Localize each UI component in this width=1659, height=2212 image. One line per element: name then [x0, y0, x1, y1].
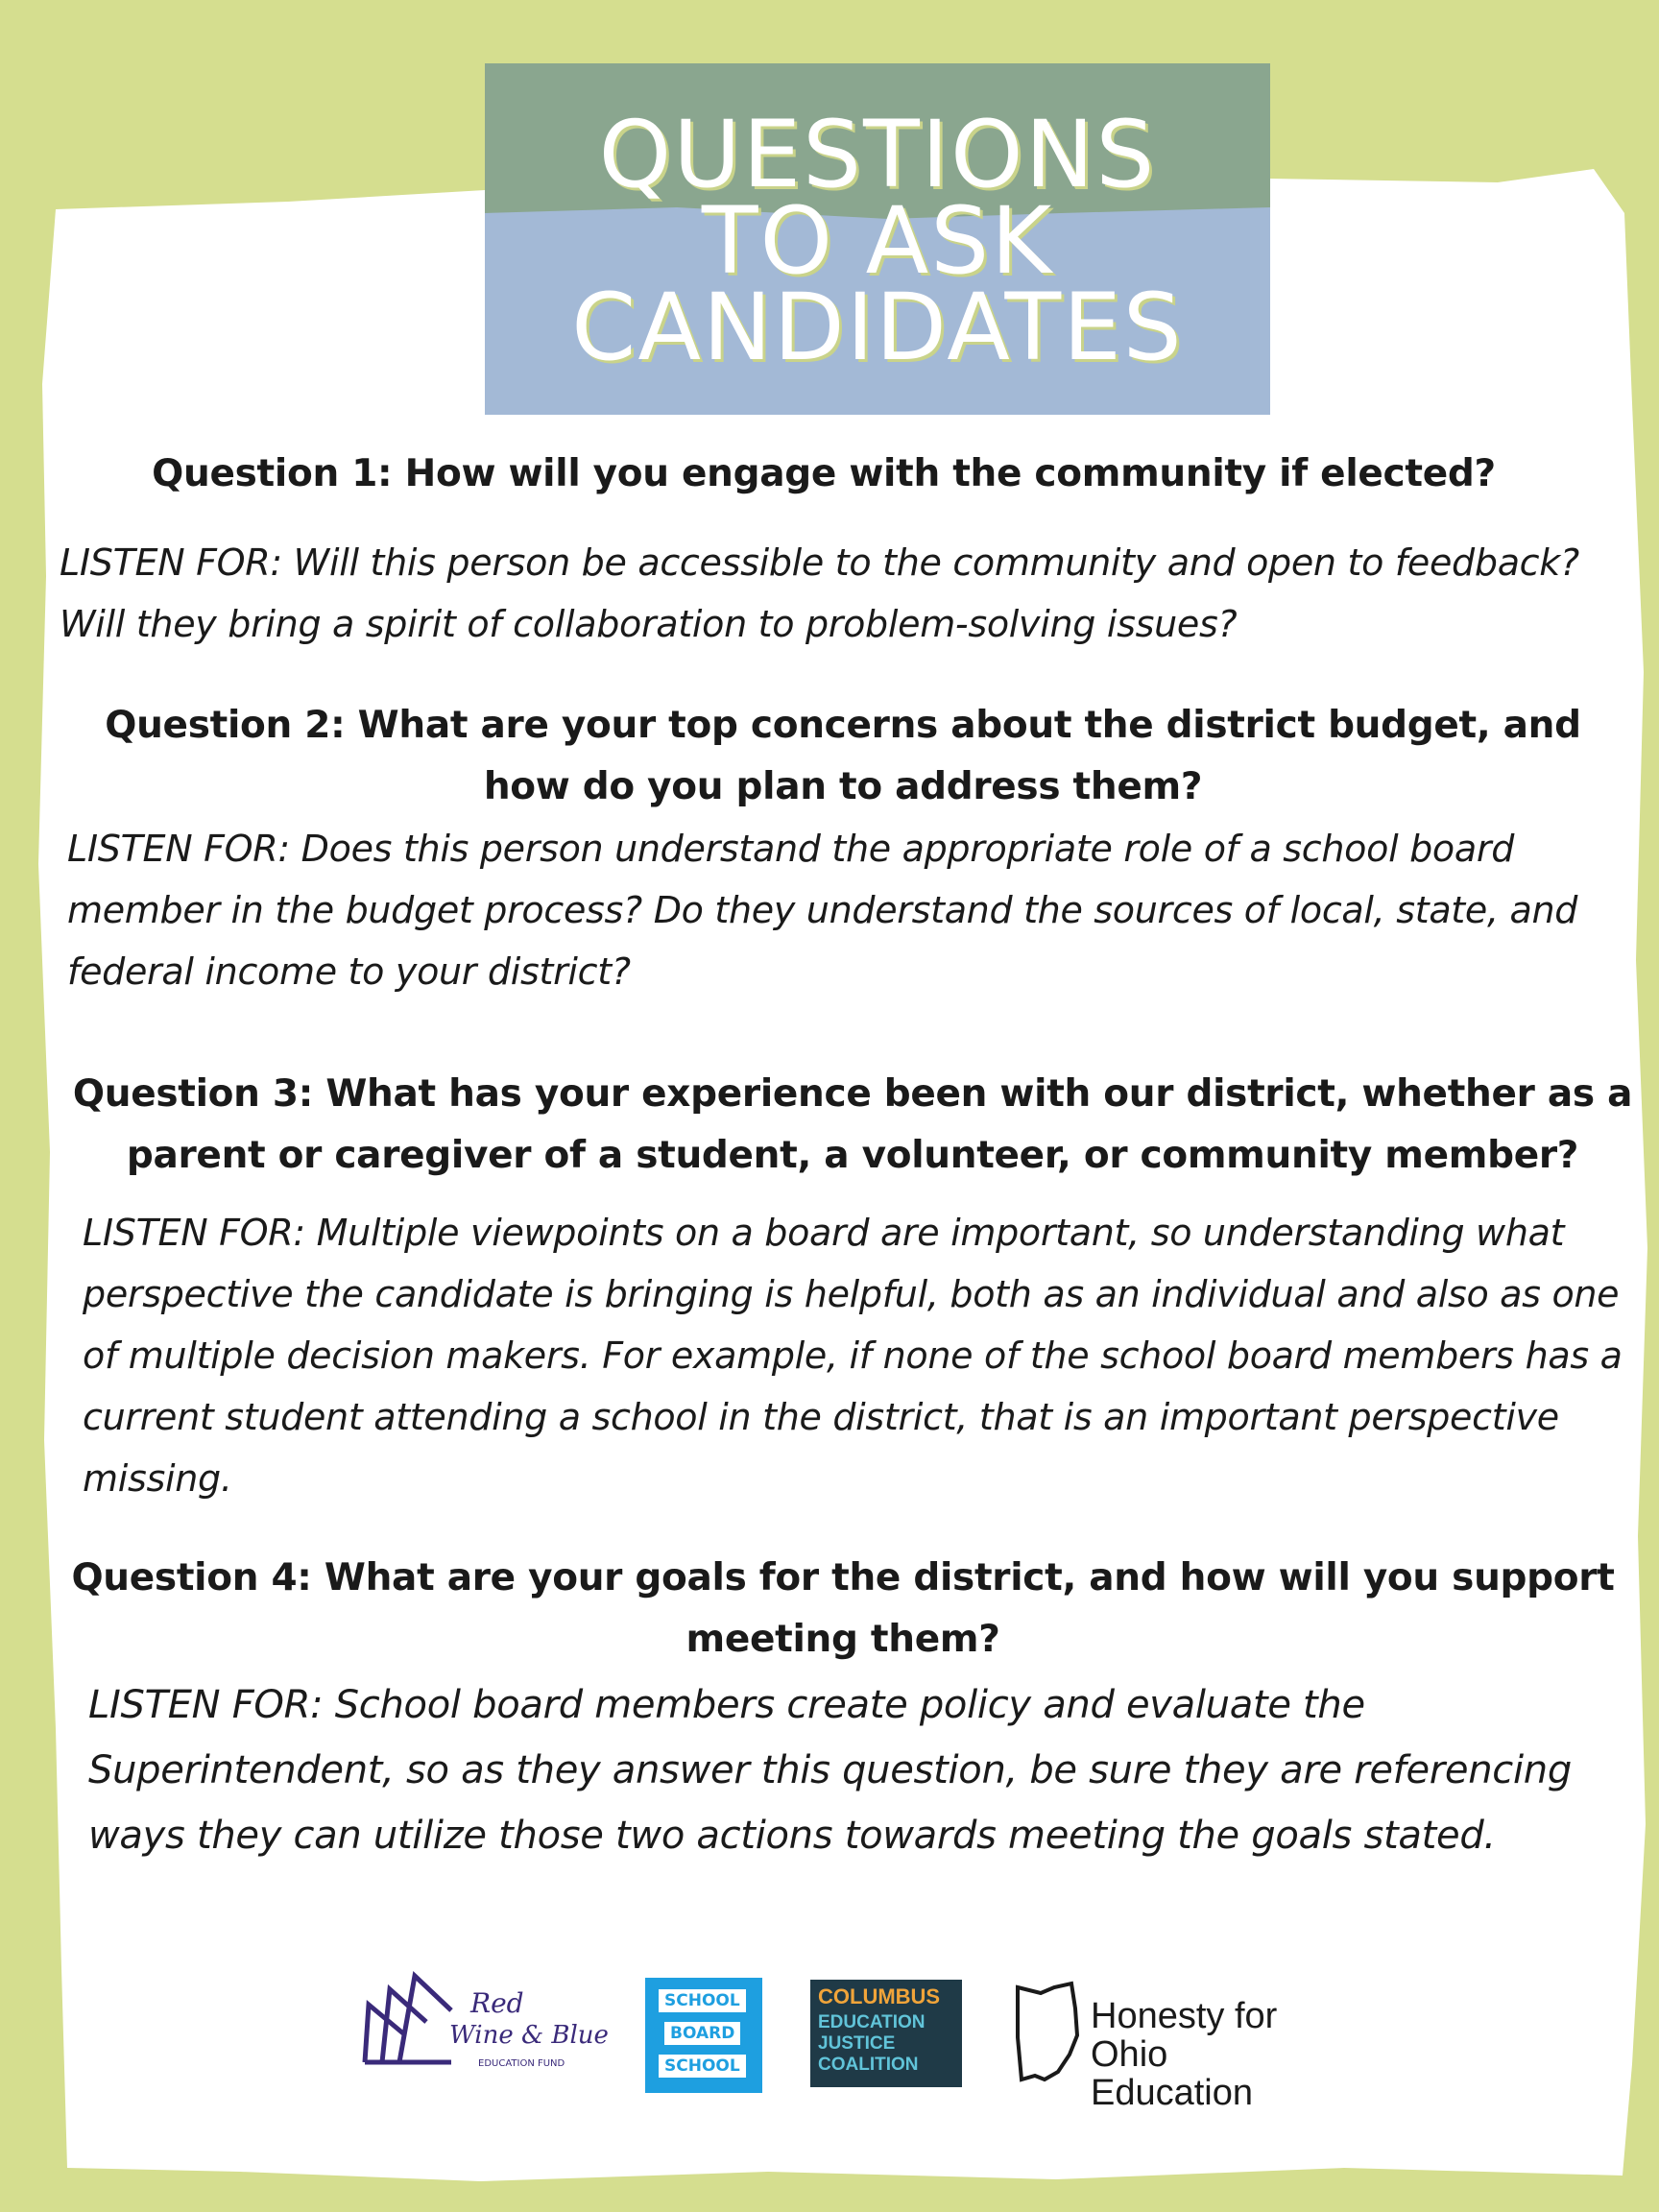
hfoe-line-2: Ohio Education: [1091, 2034, 1254, 2113]
rwb-line-3: EDUCATION FUND: [478, 2058, 565, 2069]
listen-for-4: LISTEN FOR: School board members create policy and evaluate the Superintendent, so as they answer this question, be sure they are referencing ways they can utilize those two actions towards meeting the goals stated.: [88, 1683, 1572, 1858]
sponsor-logos: [355, 1966, 1315, 2113]
cejc-line-1: COLUMBUS: [818, 1984, 941, 2008]
question-2: Question 2: What are your top concerns about the district budget, and how do you plan to address them?: [105, 704, 1581, 808]
sbs-line-3: SCHOOL: [659, 2055, 746, 2078]
cejc-line-2: EDUCATION: [818, 2012, 926, 2032]
question-4: Question 4: What are your goals for the district, and how will you support meeting them?: [71, 1556, 1615, 1661]
question-1: Question 1: How will you engage with the community if elected?: [152, 452, 1496, 495]
columbus-coalition-logo: [810, 1980, 962, 2087]
listen-for-1: LISTEN FOR: Will this person be accessible to the community and open to feedback? Will they bring a spirit of collaboration to problem-solving issues?: [60, 541, 1579, 645]
cejc-line-3: JUSTICE: [818, 2033, 896, 2054]
book-icon: [355, 1966, 609, 2086]
title-line-3: CANDIDATES: [571, 274, 1184, 381]
ohio-outline-icon: [1012, 1980, 1089, 2085]
sbs-line-1: SCHOOL: [659, 1989, 746, 2012]
honesty-ohio-logo: [1012, 1976, 1319, 2113]
listen-for-2: LISTEN FOR: Does this person understand the appropriate role of a school board member in the budget process? Do they understand the sources of local, state, and federal income to your district?: [67, 828, 1578, 993]
page-title: [485, 63, 1270, 415]
title-banner: [485, 63, 1270, 415]
question-3: Question 3: What has your experience been with our district, whether as a parent or caregiver of a student, a volunteer, or community member?: [72, 1072, 1633, 1177]
sbs-line-2: BOARD: [664, 2022, 740, 2045]
rwb-line-2: Wine & Blue: [449, 2021, 609, 2050]
title-line-2: TO ASK: [701, 187, 1054, 295]
hfoe-line-1: Honesty for: [1091, 1996, 1278, 2036]
title-line-1: QUESTIONS: [598, 101, 1157, 208]
listen-for-3: LISTEN FOR: Multiple viewpoints on a board are important, so understanding what perspective the candidate is bringing is helpful, both as an individual and also as one of multiple decision makers. For example, if none of the school board members has a current student attending a school in the district, that is an important perspective missing.: [83, 1212, 1623, 1500]
school-board-school-logo: [645, 1978, 762, 2093]
rwb-line-1: Red: [470, 1987, 524, 2019]
red-wine-blue-logo: [355, 1966, 609, 2086]
cejc-line-4: COALITION: [818, 2055, 919, 2075]
